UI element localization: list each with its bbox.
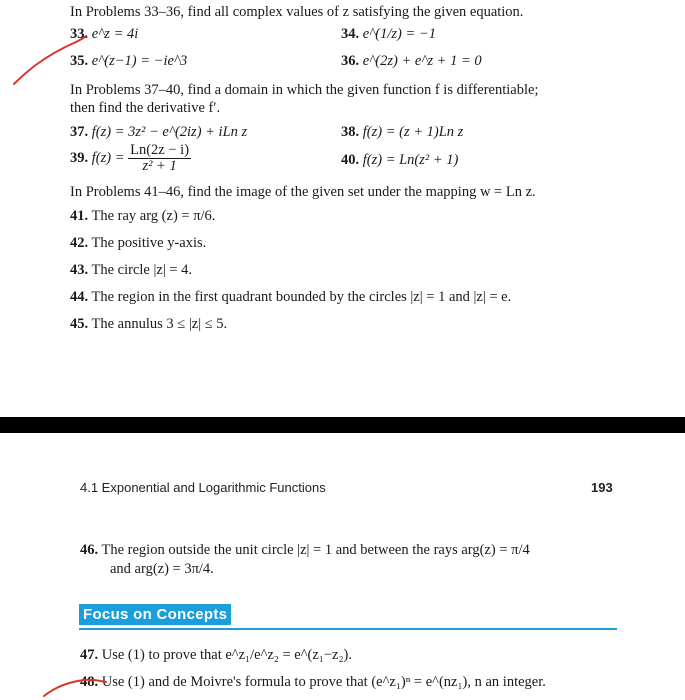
page-number: 193 xyxy=(591,480,613,495)
problem-43 xyxy=(70,262,192,279)
problem-46-number: 46. xyxy=(80,542,99,558)
problem-46 xyxy=(80,542,530,559)
problem-44 xyxy=(70,289,511,306)
problem-37-equation: f(z) = 3z² − e^(2iz) + iLn z xyxy=(91,124,248,140)
problem-37-number: 37. xyxy=(70,124,89,140)
intro-33-36: In Problems 33–36, find all complex values of z satisfying the given equation. xyxy=(70,4,524,20)
intro-41-46: In Problems 41–46, find the image of the given set under the mapping w = Ln z. xyxy=(70,184,536,200)
problem-38-equation: f(z) = (z + 1)Ln z xyxy=(362,124,464,140)
problem-48 xyxy=(80,674,546,691)
problem-34-number: 34. xyxy=(341,26,360,42)
problem-35-number: 35. xyxy=(70,53,89,69)
pen-check-mark xyxy=(10,26,90,90)
problem-37 xyxy=(70,124,247,141)
intro-37-40-line1: In Problems 37–40, find a domain in which the given function f is differentiable; xyxy=(70,82,539,98)
problem-46-line1: The region outside the unit circle |z| = 1 and between the rays arg(z) = π/4 xyxy=(101,542,530,558)
problem-42 xyxy=(70,235,206,252)
problem-40-equation: f(z) = Ln(z² + 1) xyxy=(362,152,459,168)
problem-40 xyxy=(341,152,458,169)
focus-heading-rule xyxy=(79,628,617,630)
problem-48-text: Use (1) and de Moivre's formula to prove that (e^z₁)ⁿ = e^(nz₁), n an integer. xyxy=(101,674,546,690)
problem-42-text: The positive y-axis. xyxy=(91,235,207,251)
problem-38 xyxy=(341,124,463,141)
problem-36 xyxy=(341,53,482,70)
problem-45-text: The annulus 3 ≤ |z| ≤ 5. xyxy=(91,316,228,332)
problem-43-number: 43. xyxy=(70,262,89,278)
problem-39-number: 39. xyxy=(70,150,89,167)
problem-48-number: 48. xyxy=(80,674,99,690)
focus-on-concepts-heading: Focus on Concepts xyxy=(79,604,231,625)
section-header: 4.1 Exponential and Logarithmic Functions xyxy=(80,480,326,495)
problem-39-denominator: z² + 1 xyxy=(142,158,177,175)
problem-38-number: 38. xyxy=(341,124,360,140)
page-break-band xyxy=(0,417,685,433)
problem-39-fraction xyxy=(128,143,191,174)
problem-34-equation: e^(1/z) = −1 xyxy=(362,26,436,42)
problem-36-equation: e^(2z) + e^z + 1 = 0 xyxy=(362,53,482,69)
problem-41-number: 41. xyxy=(70,208,89,224)
problem-47-number: 47. xyxy=(80,647,99,663)
problem-41-text: The ray arg (z) = π/6. xyxy=(91,208,216,224)
problem-44-text: The region in the first quadrant bounded by the circles |z| = 1 and |z| = e. xyxy=(91,289,512,305)
problem-34 xyxy=(341,26,436,43)
problem-39-lhs: f(z) = xyxy=(91,150,125,167)
problem-45 xyxy=(70,316,227,333)
problem-39 xyxy=(70,143,191,174)
problem-40-number: 40. xyxy=(341,152,360,168)
problem-35-equation: e^(z−1) = −ie^3 xyxy=(91,53,188,69)
problem-44-number: 44. xyxy=(70,289,89,305)
pen-strike-mark xyxy=(40,668,110,700)
problem-45-number: 45. xyxy=(70,316,89,332)
problem-41 xyxy=(70,208,215,225)
problem-33-equation: e^z = 4i xyxy=(91,26,139,42)
problem-43-text: The circle |z| = 4. xyxy=(91,262,193,278)
problem-39-numerator: Ln(2z − i) xyxy=(130,142,190,158)
problem-47-text: Use (1) to prove that e^z₁/e^z₂ = e^(z₁−z₂). xyxy=(101,647,352,663)
problem-47 xyxy=(80,647,352,664)
problem-42-number: 42. xyxy=(70,235,89,251)
problem-46-line2: and arg(z) = 3π/4. xyxy=(110,561,214,577)
problem-36-number: 36. xyxy=(341,53,360,69)
problem-33-number: 33. xyxy=(70,26,89,42)
intro-37-40-line2: then find the derivative f′. xyxy=(70,100,221,116)
